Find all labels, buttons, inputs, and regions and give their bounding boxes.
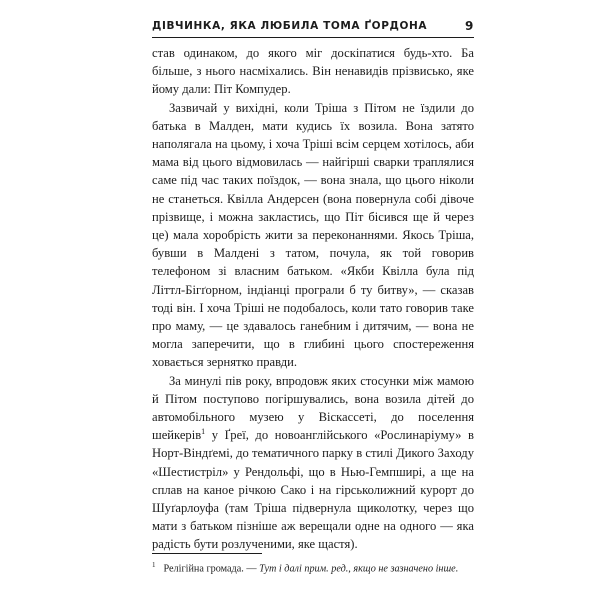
page-number: 9 — [465, 19, 474, 33]
footnote-rule — [152, 553, 262, 554]
paragraph-3 — [152, 372, 474, 554]
body-text — [152, 44, 474, 554]
footnote — [152, 559, 474, 575]
header-rule — [152, 37, 474, 38]
paragraph-3-start: За минулі пів року, впродовж яких стосунки між мамою й Пітом поступово погіршувались, вона возила дітей до автомобільного музею у Віскассеті, до поселення шейкерів — [152, 373, 474, 443]
paragraph-1: став одинаком, до якого міг доскіпатися будь-хто. Ба більше, з нього насміхались. Він ненавидів прізвисько, яке йому дали: Піт Компудер. — [152, 46, 474, 97]
running-title: ДІВЧИНКА, ЯКА ЛЮБИЛА ТОМА ҐОРДОНА — [152, 20, 428, 32]
footnote-italic-text: Тут і далі прим. ред., якщо не зазначено інше. — [259, 563, 459, 575]
paragraph-2: Зазвичай у вихідні, коли Тріша з Пітом не їздили до батька в Малден, мати кудись їх возила. Вона затято наполягала на цьому, і хоча Тріші всім серцем хотілось, аби мама від цього відмовилась — найгірші сварки траплялися саме під час таких поїздок, — вона знала, що цього ніколи не станеться. Квілла Андерсен (вона повернула собі дівоче прізвище, і можна закластись, що Піт бісився ще й через це) мала хоробрість жити за переконаннями. Якось Тріша, бувши в Малдені з татом, почула, як той говорив телефоном зі власним батьком. «Якби Квілла була під Літтл-Бігґорном, індіанці програли б ту битву», — сказав тоді він. І хоча Тріші не подобалось, коли тато говорив таке про маму, — це здавалось ганебним і дитячим, — вона не могла заперечити, що в глибині цього спостереження ховається зернятко правди. — [152, 100, 474, 370]
paragraph-3-end: у Ґреї, до новоанглійського «Рослинаріуму» в Норт-Віндґемі, до тематичного парку в стилі Дикого Заходу «Шестистріл» у Рендольфі, що в Нью-Гемпширі, а ще на сплав на каное річкою Сако і на гірськолижний курорт до Шуґарлоуфа (там Тріша підвернула щиколотку, через що мати з батьком пізніше аж верещали одне на одного — яка радість бути розлученими, яке щастя). — [152, 428, 474, 552]
page-header — [152, 18, 474, 36]
footnote-text: Релігійна громада. — — [163, 563, 260, 575]
footnote-number: 1 — [152, 561, 156, 569]
footnote-reference: 1 — [201, 427, 206, 437]
